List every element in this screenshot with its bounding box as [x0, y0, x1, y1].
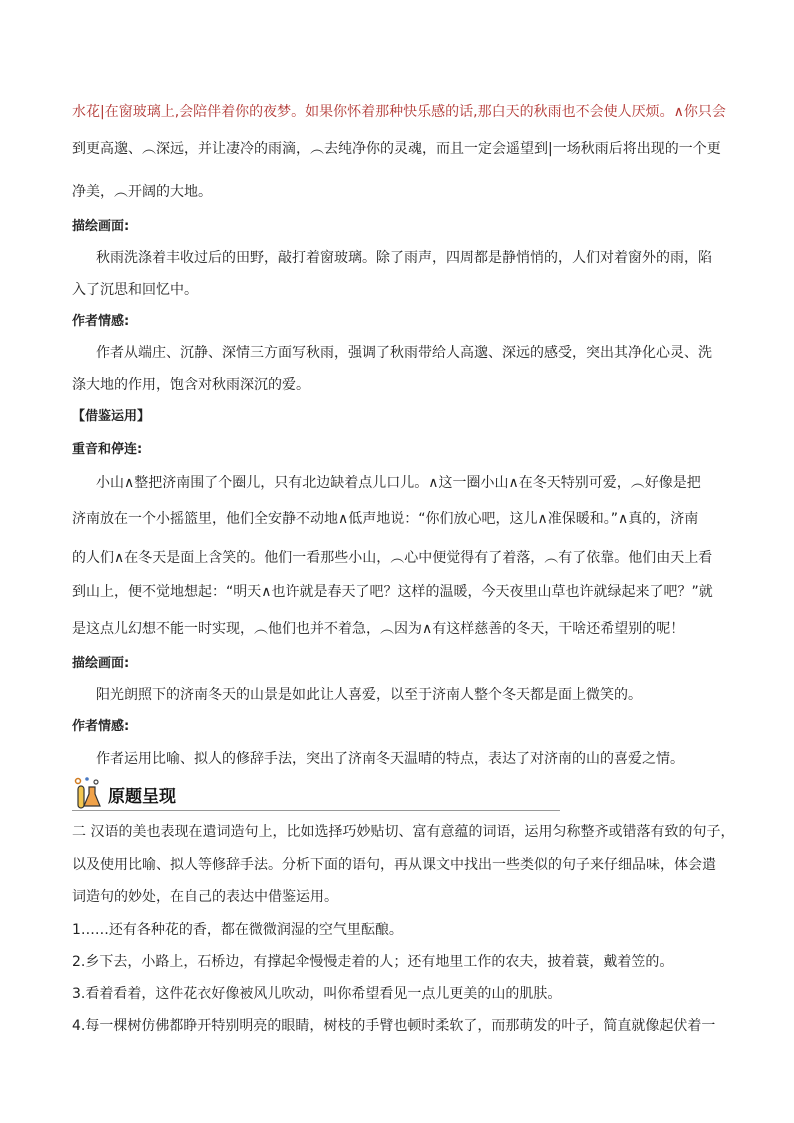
text-line: 阳光朗照下的济南冬天的山景是如此让人喜爱，以至于济南人整个冬天都是面上微笑的。: [96, 687, 642, 703]
text-line: 1……还有各种花的香，都在微微润湿的空气里酝酿。: [72, 922, 403, 938]
text-line: 净美，︵开阔的大地。: [72, 184, 212, 200]
subheading: 描绘画面:: [72, 656, 130, 671]
flask-icon: [72, 776, 104, 810]
subheading: 描绘画面:: [72, 219, 130, 234]
text-line: 到更高邈、︵深远，并让凄冷的雨滴，︵去纯净你的灵魂，而且一定会遥望到|一场秋雨后将出现的一个更: [72, 141, 721, 157]
text-line: 词造句的妙处，在自己的表达中借鉴运用。: [72, 889, 338, 905]
section-title: 原题呈现: [108, 787, 176, 807]
text-line: 水花|在窗玻璃上,会陪伴着你的夜梦。如果你怀着那种快乐感的话,那白天的秋雨也不会使人厌烦。∧你只会: [72, 104, 726, 120]
text-line: 秋雨洗涤着丰收过后的田野，敲打着窗玻璃。除了雨声，四周都是静悄悄的，人们对着窗外的雨，陷: [96, 250, 712, 266]
text-line: 济南放在一个小摇篮里，他们全安静不动地∧低声地说：“你们放心吧，这儿∧准保暖和。”∧真的，济南: [72, 511, 699, 527]
text-line: 到山上，便不觉地想起：“明天∧也许就是春天了吧？这样的温暖，今天夜里山草也许就绿起来了吧？”就: [72, 584, 713, 600]
subheading: 作者情感:: [72, 719, 130, 734]
subheading: 作者情感:: [72, 314, 130, 329]
subheading: 【借鉴运用】: [72, 409, 151, 424]
text-line: 的人们∧在冬天是面上含笑的。他们一看那些小山，︵心中便觉得有了着落，︵有了依靠。他们由天上看: [72, 550, 713, 566]
text-line: 作者从端庄、沉静、深情三方面写秋雨，强调了秋雨带给人高邈、深远的感受，突出其净化心灵、洗: [96, 345, 712, 361]
text-line: 是这点儿幻想不能一时实现，︵他们也并不着急，︵因为∧有这样慈善的冬天，干啥还希望别的呢！: [72, 621, 685, 637]
text-line: 涤大地的作用，饱含对秋雨深沉的爱。: [72, 377, 310, 393]
text-line: 3.看着看着，这件花衣好像被风儿吹动，叫你希望看见一点儿更美的山的肌肤。: [72, 986, 562, 1002]
text-line: 入了沉思和回忆中。: [72, 282, 198, 298]
text-line: 二 汉语的美也表现在遣词造句上，比如选择巧妙贴切、富有意蕴的词语，运用匀称整齐或错落有致的句子，: [72, 824, 735, 840]
subheading: 重音和停连:: [72, 442, 143, 457]
text-line: 作者运用比喻、拟人的修辞手法，突出了济南冬天温晴的特点，表达了对济南的山的喜爱之情。: [96, 751, 684, 767]
text-line: 以及使用比喻、拟人等修辞手法。分析下面的语句，再从课文中找出一些类似的句子来仔细品味，体会遣: [72, 857, 716, 873]
text-line: 4.每一棵树仿佛都睁开特别明亮的眼睛，树枝的手臂也顿时柔软了，而那萌发的叶子，简直就像起伏着一: [72, 1018, 716, 1034]
text-line: 2.乡下去，小路上，石桥边，有撑起伞慢慢走着的人；还有地里工作的农夫，披着蓑，戴着笠的。: [72, 954, 674, 970]
text-line: 小山∧整把济南围了个圈儿，只有北边缺着点儿口儿。∧这一圈小山∧在冬天特别可爱，︵好像是把: [96, 475, 701, 491]
section-header: [72, 776, 560, 811]
